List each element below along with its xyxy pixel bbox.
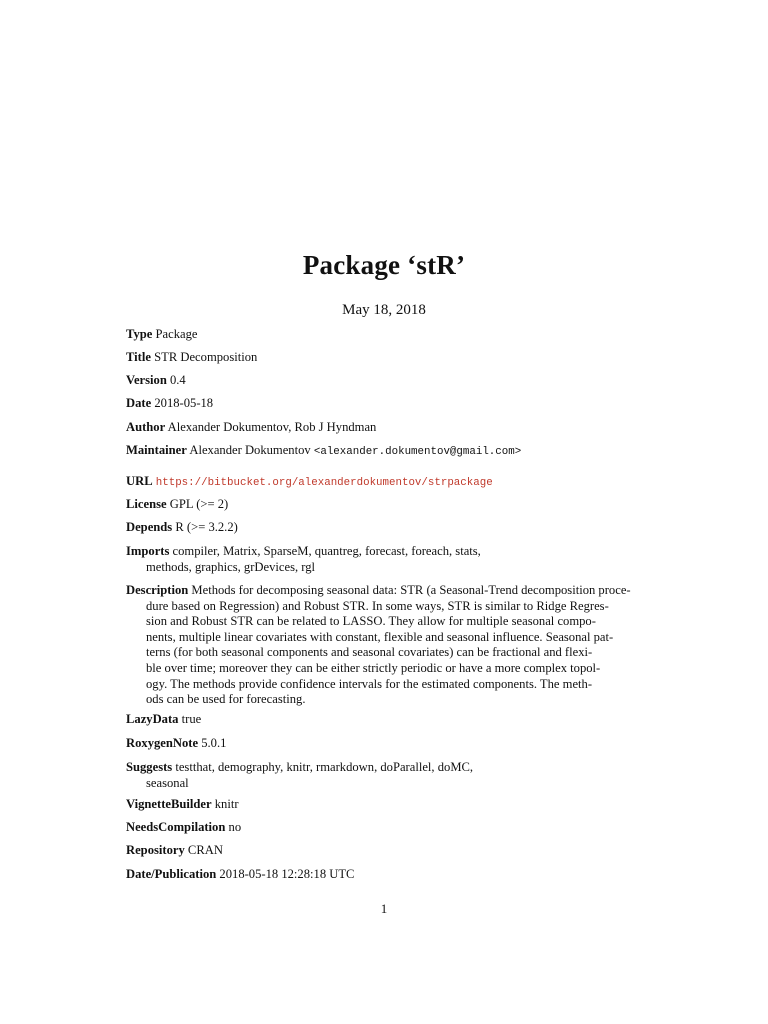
- description-line: ogy. The methods provide confidence intervals for the estimated components. The meth-: [146, 676, 593, 691]
- page-number: 1: [380, 901, 388, 916]
- field-label: Description: [126, 583, 189, 597]
- field-label: VignetteBuilder: [126, 797, 212, 811]
- field-date: [126, 396, 636, 412]
- field-value: GPL (>= 2): [169, 497, 229, 511]
- field-vignettebuilder: [126, 797, 636, 813]
- field-date-publication: [126, 867, 636, 883]
- field-label: License: [126, 497, 167, 511]
- field-value: Alexander Dokumentov, Rob J Hyndman: [167, 420, 377, 434]
- field-label: Date: [126, 396, 152, 410]
- field-version: [126, 373, 636, 389]
- field-repository: [126, 843, 636, 859]
- field-label: Type: [126, 327, 153, 341]
- package-title: Package ‘stR’: [302, 250, 466, 280]
- field-maintainer: [126, 443, 636, 461]
- field-license: [126, 497, 636, 513]
- field-label: Author: [126, 420, 166, 434]
- field-needscompilation: [126, 820, 636, 836]
- field-depends: [126, 520, 636, 536]
- description-line: ble over time; moreover they can be either strictly periodic or have a more complex topol-: [146, 660, 601, 675]
- description-line: Methods for decomposing seasonal data: STR (a Seasonal-Trend decomposition proce-: [191, 583, 631, 597]
- field-label: Suggests: [126, 760, 173, 774]
- field-value: 0.4: [169, 373, 186, 387]
- field-value: compiler, Matrix, SparseM, quantreg, forecast, foreach, stats,: [172, 544, 481, 558]
- field-value-continued: seasonal: [146, 775, 189, 790]
- description-line: sion and Robust STR can be related to LASSO. They allow for multiple seasonal compo-: [146, 614, 596, 629]
- field-label: LazyData: [126, 712, 179, 726]
- field-title: [126, 350, 636, 366]
- field-type: [126, 327, 636, 343]
- description-body: [126, 599, 636, 708]
- field-value: Alexander Dokumentov: [189, 443, 311, 457]
- field-value: knitr: [214, 797, 239, 811]
- field-label: NeedsCompilation: [126, 820, 226, 834]
- field-label: Repository: [126, 843, 185, 857]
- description-line: ods can be used for forecasting.: [146, 692, 306, 707]
- field-value: no: [228, 820, 242, 834]
- field-url: [126, 474, 636, 492]
- maintainer-email: <alexander.dokumentov@gmail.com>: [313, 446, 522, 458]
- field-imports: [126, 544, 636, 575]
- field-value: true: [181, 712, 202, 726]
- description-line: terns (for both seasonal components and seasonal covariates) can be fractional and flexi-: [146, 645, 593, 660]
- field-roxygennote: [126, 736, 636, 752]
- field-label: Date/Publication: [126, 867, 217, 881]
- field-label: RoxygenNote: [126, 736, 199, 750]
- field-value: STR Decomposition: [154, 350, 258, 364]
- field-value: testthat, demography, knitr, rmarkdown, doParallel, doMC,: [175, 760, 474, 774]
- field-description: [126, 583, 636, 708]
- field-value: 5.0.1: [201, 736, 227, 750]
- field-author: [126, 420, 636, 436]
- field-value-continued: methods, graphics, grDevices, rgl: [146, 559, 316, 574]
- field-label: Maintainer: [126, 443, 187, 457]
- field-value: CRAN: [187, 843, 223, 857]
- field-label: Imports: [126, 544, 170, 558]
- field-suggests: [126, 760, 636, 791]
- document-date: May 18, 2018: [342, 302, 426, 318]
- field-label: Depends: [126, 520, 173, 534]
- description-line: nents, multiple linear covariates with constant, flexible and seasonal influence. Seasonal pat-: [146, 629, 614, 644]
- field-label: URL: [126, 474, 153, 488]
- field-value: 2018-05-18: [154, 396, 214, 410]
- field-lazydata: [126, 712, 636, 728]
- description-line: dure based on Regression) and Robust STR. In some ways, STR is similar to Ridge Regres-: [146, 598, 609, 613]
- field-value: Package: [155, 327, 198, 341]
- field-value: 2018-05-18 12:28:18 UTC: [219, 867, 355, 881]
- field-value: R (>= 3.2.2): [175, 520, 238, 534]
- url-link[interactable]: https://bitbucket.org/alexanderdokumentov/strpackage: [155, 477, 493, 489]
- field-label: Version: [126, 373, 167, 387]
- field-label: Title: [126, 350, 151, 364]
